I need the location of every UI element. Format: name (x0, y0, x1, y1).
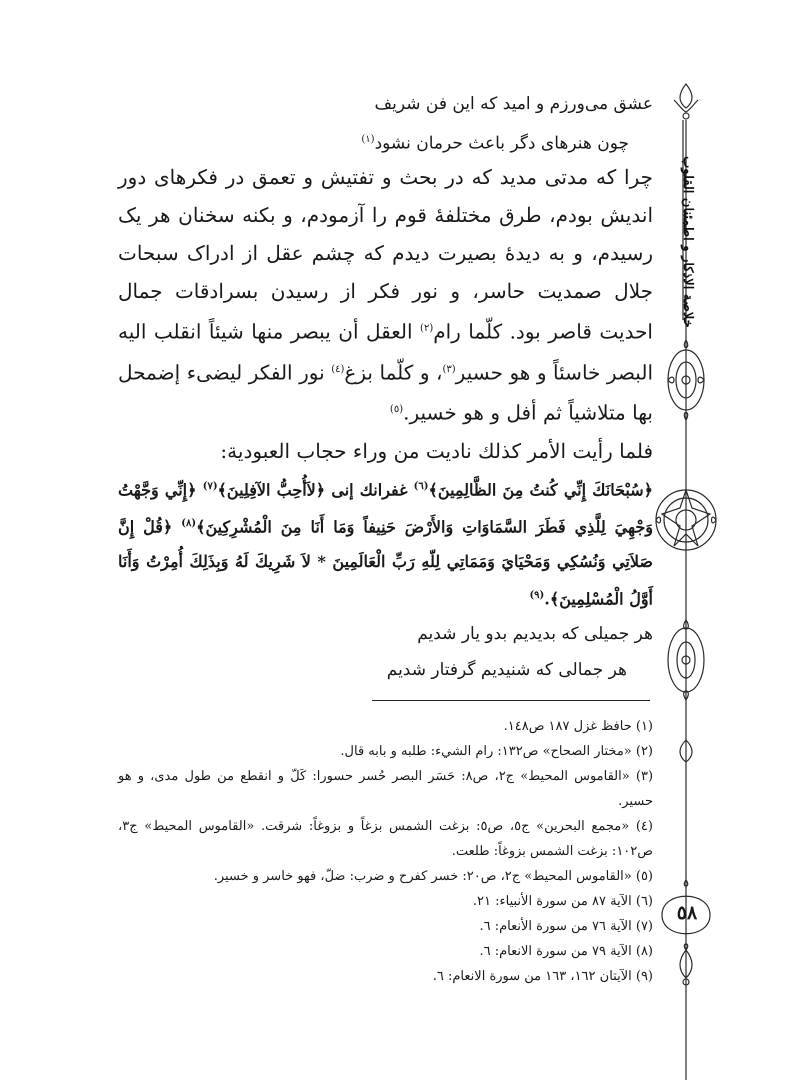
prose-text: نور الفکر لیضیء إضمحل بها متلاشیاً ثم أفل و هو خسیر. (118, 360, 653, 425)
prose-text: العقل أن یبصر منها شیئاً انقلب الیه البصر خاسئاً و هو حسیر (118, 319, 653, 385)
footnote-marker: (٦) (413, 480, 429, 492)
footnote: (٤) «مجمع البحرین» ج٥، ص٥: بزغت الشمس بزغاً و بزوغاً: شرقت. «القاموس المحیط» ج٣، ص١٠٢: بزغت الشمس بزوغاً: طلعت. (118, 819, 653, 859)
footnote-marker: (٧) (202, 480, 218, 492)
verse-text: غفرانك إنی (325, 480, 414, 500)
poem-line: هر جمالی که شنیدیم گرفتار شدیم (386, 659, 627, 680)
poem-line (118, 122, 653, 158)
footnote: (٨) الآیة ٧٩ من سورة الانعام: ٦. (479, 944, 653, 959)
verse-text: ﴿قُلْ إِنَّ صَلاَتِي وَنُسُكِي وَمَحْيَايَ وَمَمَاتِي لِلّهِ رَبِّ الْعَالَمِينَ * لاَ شَرِيكَ لَهُ وَبِذَلِكَ أُمِرْتُ وَأَنَا أَوَّلُ الْمُسْلِمِينَ﴾. (118, 517, 653, 608)
footnotes (118, 714, 653, 989)
footnote-marker: (٢) (420, 323, 434, 334)
poem-text: عشق می‌ورزم و امید که این فن شریف (374, 94, 653, 114)
main-text (118, 86, 653, 688)
quran-verses (118, 470, 653, 616)
page-number: ٥٨ (676, 902, 698, 924)
footnote: (٢) «مختار الصحاح» ص١٣٢: رام الشيء: طلبه و بابه قال. (340, 744, 653, 759)
footnote-marker: (٨) (181, 518, 197, 530)
prose-text: چرا که مدتی مدید که در بحث و تفتیش و تعمق در فکرهای دور اندیش بودم، طرق مختلفهٔ قوم را آزمودم، و بکنه سخنان هر یک رسیدم، و به دیدهٔ بصیرت دیدم که چشم عقل از ادراک سبحات جلال صمدیت حاسر، و نور فکر از رسیدن بسرادقات جمال احدیت قاصر بود. کلّما رام (118, 165, 653, 344)
poem-text: چون هنرهای دگر باعث حرمان نشود (374, 133, 629, 154)
footnote-marker: (٣) (442, 363, 456, 375)
footnote: (٦) الآیة ٨٧ من سورة الأنبیاء: ٢١. (472, 894, 653, 909)
prose-paragraph (118, 158, 653, 432)
footnote-divider (372, 700, 650, 701)
footnote: (٩) الآیتان ١٦٢، ١٦٣ من سورة الانعام: ٦. (432, 969, 653, 984)
poem-line: هر جمیلی که بدیدیم بدو یار شدیم (417, 623, 653, 644)
verse-text: ﴿لاَأُحِبُّ الآفِلِينَ﴾ (217, 480, 326, 500)
verse-text: ﴿سُبْحَانَكَ إِنِّي كُنتُ مِنَ الظَّالِمِينَ﴾ (428, 480, 654, 500)
floral-ornament-icon (674, 84, 698, 119)
footnote-marker: (٤) (331, 363, 345, 375)
footnote-marker: (١) (361, 134, 375, 145)
prose-paragraph: فلما رأیت الأمر کذلك نادیت من وراء حجاب العبودیة: (220, 438, 653, 463)
prose-text: ، و کلّما بزغ (344, 360, 443, 385)
running-title: خلاصة الاذكار و اطمئنان القلوب (680, 156, 695, 328)
footnote-marker: (٩) (529, 589, 545, 601)
footnote: (٧) الآیة ٧٦ من سورة الأنعام: ٦. (479, 919, 653, 934)
footnote-marker: (٥) (389, 404, 404, 416)
footnote: (٥) «القاموس المحیط» ج٢، ص٢٠: خسر کفرح و ضرب: ضلّ، فهو خاسر و خسیر. (213, 869, 653, 884)
poem-line (118, 86, 653, 122)
footnote: (١) حافظ غزل ١٨٧ ص١٤٨. (503, 719, 653, 734)
footnote: (٣) «القاموس المحیط» ج٢، ص٨: حَسَر البصر حُسر حسورا: کَلّ و انقطع من طول مدی، و هو حسیر. (118, 769, 654, 809)
verse-text: ﴿إِنِّي وَجَّهْتُ وَجْهِيَ لِلَّذِي فَطَرَ السَّمَاوَاتِ وَالأَرْضَ حَنِيفاً وَمَا أَنَا مِنَ الْمُشْرِكِينَ﴾ (118, 480, 653, 537)
